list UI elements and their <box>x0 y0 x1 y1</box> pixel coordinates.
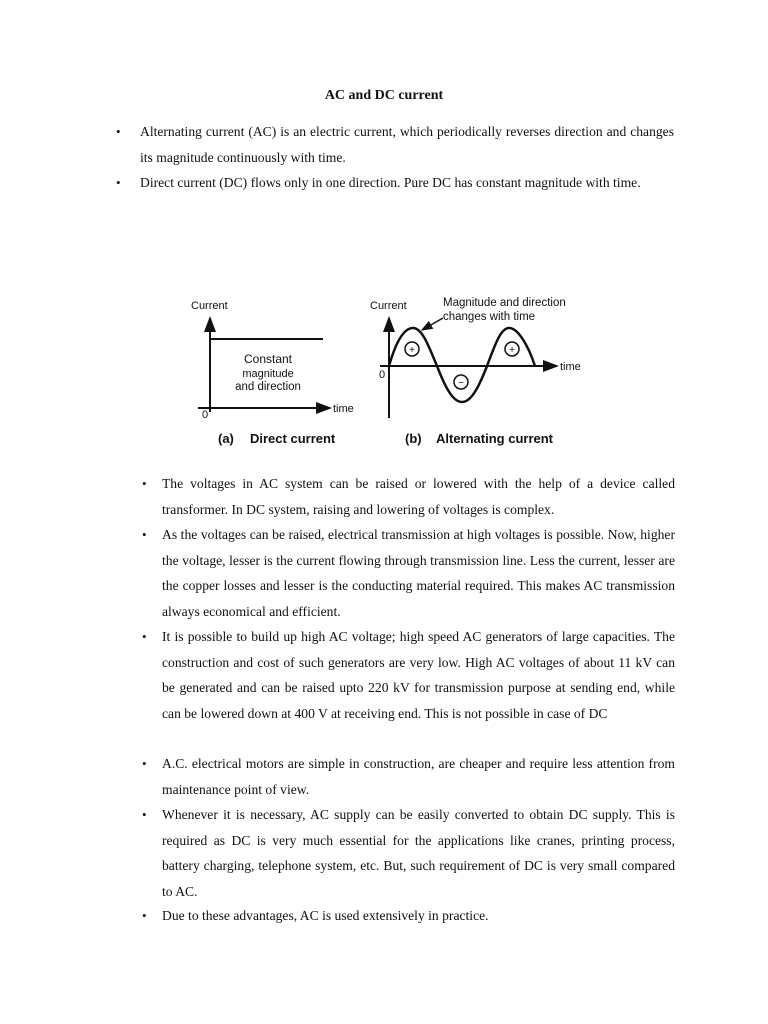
ac-graph <box>370 297 581 446</box>
ac-origin: 0 <box>379 369 386 381</box>
plus-sign: + <box>509 345 515 356</box>
minus-sign: − <box>458 378 464 389</box>
bullet: • <box>116 175 121 190</box>
bullet: • <box>142 476 147 491</box>
ac-annotation: changes with time <box>443 311 536 323</box>
annotation-arrow <box>422 318 443 330</box>
list-item: Due to these advantages, AC is used extensively in practice. <box>162 908 489 923</box>
dc-note: and direction <box>235 381 301 393</box>
dc-origin: 0 <box>202 409 209 421</box>
list-item: It is possible to build up high AC voltage; high speed AC generators of large capacities. The construction and cost of such generators are very low. High AC voltages of about 11 kV can be generated and can be raised upto 220 kV for transmission purpose at sending end, while can be lowered down at 400 V at receiving end. This is not possible in case of DC <box>162 629 675 721</box>
plus-sign: + <box>409 345 415 356</box>
bullet: • <box>142 807 147 822</box>
dc-note: Constant <box>243 352 293 366</box>
dc-note: magnitude <box>242 368 294 380</box>
dc-caption-tag: (a) <box>218 431 234 446</box>
list-item: A.C. electrical motors are simple in construction, are cheaper and require less attention from maintenance point of view. <box>162 756 675 797</box>
list-item: As the voltages can be raised, electrical transmission at high voltages is possible. Now, higher the voltage, lesser is the current flowing through transmission line. Less the current, lesser are the copper losses and lesser is the conducting material required. This makes AC transmission always economical and efficient. <box>162 527 675 619</box>
dc-y-label: Current <box>191 300 228 312</box>
bullet: • <box>142 756 147 771</box>
list-item: The voltages in AC system can be raised or lowered with the help of a device called transformer. In DC system, raising and lowering of voltages is complex. <box>162 476 675 517</box>
dc-graph <box>191 300 354 446</box>
dc-caption: Direct current <box>250 431 336 446</box>
page-title: AC and DC current <box>324 88 444 103</box>
list-item: Alternating current (AC) is an electric current, which periodically reverses direction and changes its magnitude continuously with time. <box>140 124 674 165</box>
list-item: Direct current (DC) flows only in one direction. Pure DC has constant magnitude with time. <box>140 175 641 190</box>
list-item: Whenever it is necessary, AC supply can be easily converted to obtain DC supply. This is required as DC is very much essential for the applications like cranes, printing process, battery charging, telephone system, etc. But, such requirement of DC is very small compared to AC. <box>162 807 675 899</box>
ac-y-label: Current <box>370 300 407 312</box>
ac-caption: Alternating current <box>436 431 554 446</box>
bullet: • <box>142 629 147 644</box>
bullet: • <box>142 527 147 542</box>
ac-caption-tag: (b) <box>405 431 422 446</box>
ac-annotation: Magnitude and direction <box>443 297 566 309</box>
bullet: • <box>142 908 147 923</box>
dc-x-label: time <box>333 403 354 415</box>
bullet: • <box>116 124 121 139</box>
ac-x-label: time <box>560 361 581 373</box>
